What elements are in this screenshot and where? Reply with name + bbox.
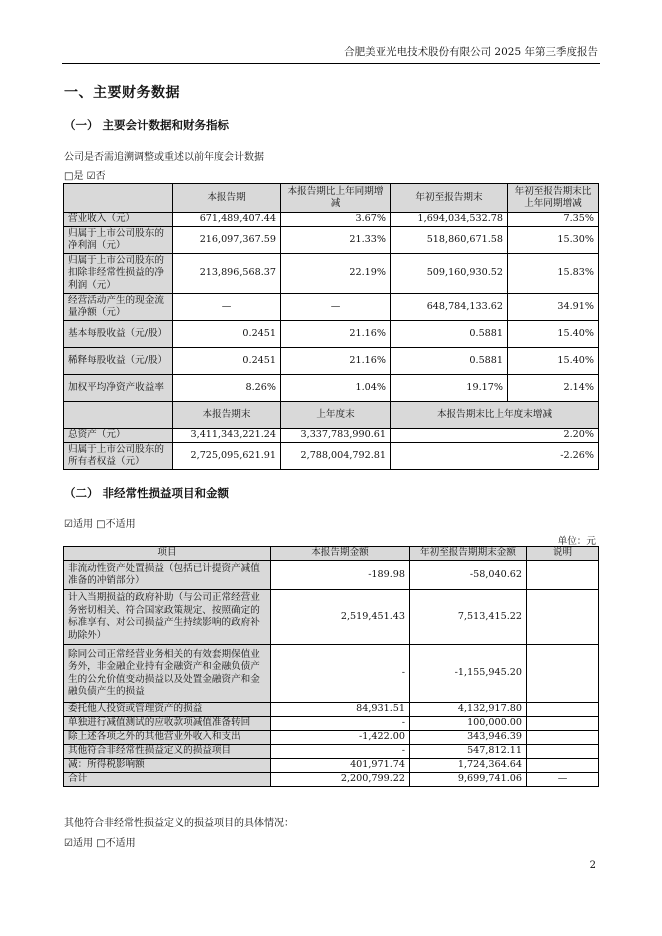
empty-header-cell (64, 184, 173, 213)
cell-value: 648,784,133.62 (391, 294, 508, 321)
cell-value: -1,422.00 (271, 731, 410, 745)
cell-value: 547,812.11 (410, 745, 527, 759)
subsection-2-title: （二） 非经常性损益项目和金额 (64, 486, 230, 500)
cell-note (527, 645, 599, 703)
col-header: 年初至报告期期末金额 (410, 547, 527, 561)
table-row (64, 294, 599, 321)
cell-value: 518,860,671.58 (391, 227, 508, 254)
cell-note (527, 759, 599, 773)
restatement-options: □是 ☑否 (64, 171, 106, 182)
cell-value: 1.04% (281, 375, 391, 402)
cell-note (527, 731, 599, 745)
table-header-row (64, 402, 599, 429)
table-row (64, 590, 599, 645)
cell-value: 3,411,343,221.24 (173, 429, 281, 443)
cell-value: 7.35% (508, 213, 599, 227)
cell-note (527, 590, 599, 645)
cell-note (527, 561, 599, 590)
cell-value: 21.16% (281, 321, 391, 348)
cell-value: - (271, 717, 410, 731)
row-label: 总资产（元） (64, 429, 173, 443)
header-rule (62, 63, 600, 64)
row-label: 加权平均净资产收益率 (64, 375, 173, 402)
row-label: 归属于上市公司股东的扣除非经常性损益的净利润（元） (64, 254, 173, 294)
cell-value: 0.5881 (391, 348, 508, 375)
table-row (64, 348, 599, 375)
table-row (64, 645, 599, 703)
table-total-row (64, 773, 599, 787)
col-header: 本报告期 (173, 184, 281, 213)
row-label: 减：所得税影响额 (64, 759, 271, 773)
row-label: 归属于上市公司股东的净利润（元） (64, 227, 173, 254)
table-row (64, 254, 599, 294)
row-label: 委托他人投资或管理资产的损益 (64, 703, 271, 717)
report-header-title: 合肥美亚光电技术股份有限公司 2025 年第三季度报告 (344, 46, 598, 58)
row-label: 其他符合非经常性损益定义的损益项目 (64, 745, 271, 759)
cell-value: 0.2451 (173, 348, 281, 375)
cell-value: 2.20% (391, 429, 599, 443)
cell-value: 34.91% (508, 294, 599, 321)
cell-value: 7,513,415.22 (410, 590, 527, 645)
cell-value: -1,155,945.20 (410, 645, 527, 703)
cell-value: 2.14% (508, 375, 599, 402)
cell-value: -2.26% (391, 443, 599, 470)
empty-header-cell (64, 402, 173, 429)
table-row (64, 321, 599, 348)
cell-value: 9,699,741.06 (410, 773, 527, 787)
col-header: 本报告期末 (173, 402, 281, 429)
cell-value: 15.83% (508, 254, 599, 294)
cell-value: 21.16% (281, 348, 391, 375)
cell-note (527, 717, 599, 731)
cell-value: 2,200,799.22 (271, 773, 410, 787)
cell-value: 84,931.51 (271, 703, 410, 717)
page-number: 2 (589, 860, 596, 871)
col-header: 上年度末 (281, 402, 391, 429)
cell-value: — (281, 294, 391, 321)
cell-value: 21.33% (281, 227, 391, 254)
cell-value: 4,132,917.80 (410, 703, 527, 717)
row-label: 稀释每股收益（元/股） (64, 348, 173, 375)
cell-value: 0.2451 (173, 321, 281, 348)
applicable-options-2: ☑适用 □不适用 (64, 838, 136, 849)
cell-value: 401,971.74 (271, 759, 410, 773)
row-label: 非流动性资产处置损益（包括已计提资产减值准备的冲销部分） (64, 561, 271, 590)
cell-value: 343,946.39 (410, 731, 527, 745)
cell-value: 2,788,004,792.81 (281, 443, 391, 470)
cell-value: — (173, 294, 281, 321)
table-row (64, 759, 599, 773)
cell-value: 671,489,407.44 (173, 213, 281, 227)
col-header: 年初至报告期末 (391, 184, 508, 213)
cell-value: 3.67% (281, 213, 391, 227)
table-row (64, 717, 599, 731)
cell-value: -189.98 (271, 561, 410, 590)
col-header: 本报告期金额 (271, 547, 410, 561)
table-row (64, 731, 599, 745)
col-header: 年初至报告期末比上年同期增减 (508, 184, 599, 213)
col-header: 本报告期末比上年度末增减 (391, 402, 599, 429)
row-label: 除上述各项之外的其他营业外收入和支出 (64, 731, 271, 745)
cell-note: — (527, 773, 599, 787)
cell-value: - (271, 745, 410, 759)
cell-value: 0.5881 (391, 321, 508, 348)
row-label: 除同公司正常经营业务相关的有效套期保值业务外，非金融企业持有金融资产和金融负债产生的公允价值变动损益以及处置金融资产和金融负债产生的损益 (64, 645, 271, 703)
applicable-options: ☑适用 □不适用 (64, 519, 136, 530)
row-label: 计入当期损益的政府补助（与公司正常经营业务密切相关、符合国家政策规定、按照确定的标准享有、对公司损益产生持续影响的政府补助除外） (64, 590, 271, 645)
row-label: 归属于上市公司股东的所有者权益（元） (64, 443, 173, 470)
row-label: 营业收入（元） (64, 213, 173, 227)
table-row (64, 227, 599, 254)
main-financial-table (63, 183, 599, 470)
table-row (64, 429, 599, 443)
cell-note (527, 703, 599, 717)
table-header-row (64, 547, 599, 561)
row-label: 基本每股收益（元/股） (64, 321, 173, 348)
row-label: 合计 (64, 773, 271, 787)
cell-value: 1,724,364.64 (410, 759, 527, 773)
restatement-question: 公司是否需追溯调整或重述以前年度会计数据 (64, 152, 264, 163)
unit-label: 单位：元 (557, 536, 596, 547)
table-row (64, 745, 599, 759)
col-header: 本报告期比上年同期增减 (281, 184, 391, 213)
cell-value: 15.30% (508, 227, 599, 254)
cell-value: 1,694,034,532.78 (391, 213, 508, 227)
cell-value: 15.40% (508, 348, 599, 375)
cell-value: 216,097,367.59 (173, 227, 281, 254)
section-title: 一、主要财务数据 (64, 85, 180, 101)
non-recurring-table (63, 546, 599, 787)
row-label: 经营活动产生的现金流量净额（元） (64, 294, 173, 321)
cell-value: 213,896,568.37 (173, 254, 281, 294)
col-header: 说明 (527, 547, 599, 561)
other-items-note: 其他符合非经常性损益定义的损益项目的具体情况： (64, 818, 294, 829)
cell-note (527, 745, 599, 759)
cell-value: 2,519,451.43 (271, 590, 410, 645)
cell-value: -58,040.62 (410, 561, 527, 590)
subsection-1-title: （一） 主要会计数据和财务指标 (64, 118, 230, 132)
table-row (64, 213, 599, 227)
table-row (64, 443, 599, 470)
cell-value: 509,160,930.52 (391, 254, 508, 294)
table-row (64, 703, 599, 717)
cell-value: 22.19% (281, 254, 391, 294)
cell-value: - (271, 645, 410, 703)
table-header-row (64, 184, 599, 213)
cell-value: 2,725,095,621.91 (173, 443, 281, 470)
table-row (64, 375, 599, 402)
cell-value: 3,337,783,990.61 (281, 429, 391, 443)
col-header: 项目 (64, 547, 271, 561)
cell-value: 15.40% (508, 321, 599, 348)
cell-value: 8.26% (173, 375, 281, 402)
cell-value: 19.17% (391, 375, 508, 402)
cell-value: 100,000.00 (410, 717, 527, 731)
row-label: 单独进行减值测试的应收款项减值准备转回 (64, 717, 271, 731)
table-row (64, 561, 599, 590)
